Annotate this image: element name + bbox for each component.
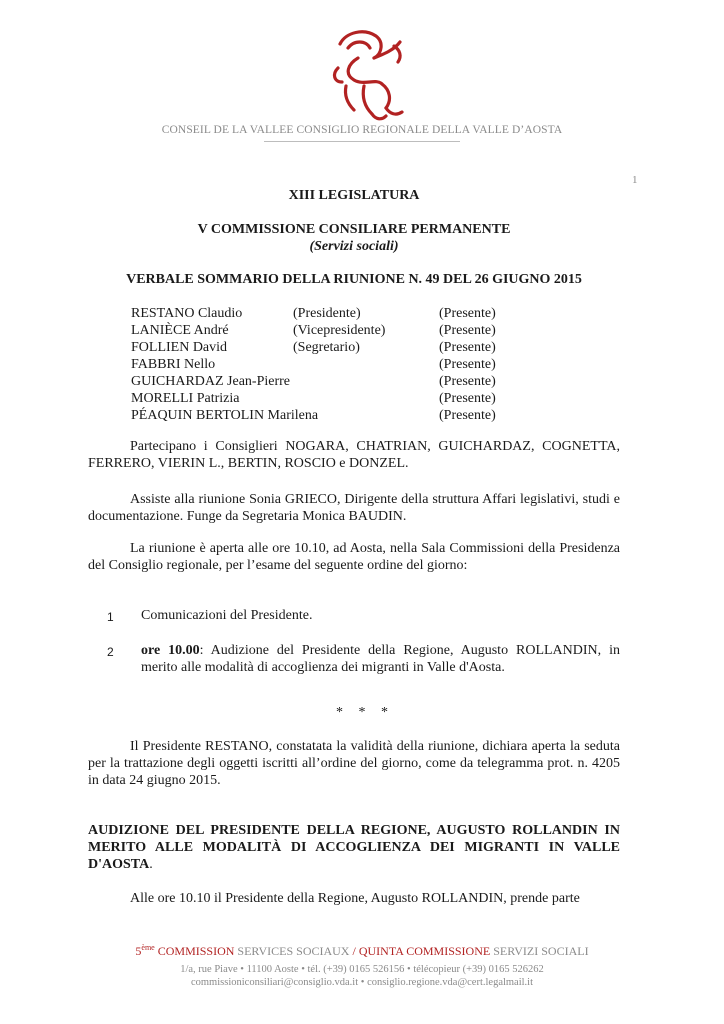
assistance-paragraph: Assiste alla riunione Sonia GRIECO, Dirigente della struttura Affari legislativi, studi e documentazione. Funge da Segretaria Monica BAUDIN. (88, 492, 620, 524)
attendee-status: (Presente) (439, 357, 496, 372)
agenda-item (141, 607, 620, 624)
attendee-name: LANIÈCE André (131, 323, 229, 338)
agenda-item-number: 2 (107, 645, 114, 659)
agenda-item-time: ore 10.00 (141, 643, 200, 658)
attendee-name: FOLLIEN David (131, 340, 228, 355)
footer-services-fr: SERVICES SOCIAUX (237, 944, 350, 958)
attendee-name: GUICHARDAZ Jean-Pierre (131, 374, 291, 389)
legislature-title: XIII LEGISLATURA (288, 188, 420, 203)
footer-sup: ème (141, 943, 155, 952)
footer-slash: / (349, 944, 359, 958)
commission-subtitle: (Servizi sociali) (309, 239, 399, 254)
footer-emails: commissioniconsiliari@consiglio.vda.it • consiglio.regione.vda@cert.legalmail.it (190, 977, 534, 988)
footer-services-it: SERVIZI SOCIALI (493, 944, 589, 958)
opening-paragraph: La riunione è aperta alle ore 10.10, ad Aosta, nella Sala Commissioni della Presidenza del Consiglio regionale, per l’esame del seguente ordine del giorno: (88, 541, 620, 573)
agenda-item (141, 642, 620, 676)
section-heading-period: . (149, 857, 153, 872)
lion-rampant-icon (318, 24, 408, 124)
participants-paragraph: Partecipano i Consiglieri NOGARA, CHATRIAN, GUICHARDAZ, COGNETTA, FERRERO, VIERIN L., BERTIN, ROSCIO e DONZEL. (88, 439, 620, 471)
agenda-item-text: Comunicazioni del Presidente. (141, 608, 313, 623)
section-heading-text: AUDIZIONE DEL PRESIDENTE DELLA REGIONE, AUGUSTO ROLLANDIN IN MERITO ALLE MODALITÀ DI ACCOGLIENZA DEI MIGRANTI IN VALLE D'AOSTA (88, 823, 620, 872)
section-heading (88, 822, 620, 873)
section-separator: * * * (336, 705, 388, 720)
attendee-status: (Presente) (439, 306, 496, 321)
attendee-role: (Segretario) (293, 340, 360, 355)
attendee-name: MORELLI Patrizia (131, 391, 240, 406)
attendee-status: (Presente) (439, 408, 496, 423)
page-number: 1 (632, 174, 638, 186)
validity-paragraph: Il Presidente RESTANO, constatata la validità della riunione, dichiara aperta la seduta per la trattazione degli oggetti iscritti all’ordine del giorno, come da telegramma prot. n. 4205 in data 24 giugno 2015. (88, 739, 620, 788)
attendee-status: (Presente) (439, 323, 496, 338)
attendee-status: (Presente) (439, 391, 496, 406)
attendee-name: PÉAQUIN BERTOLIN Marilena (131, 408, 319, 423)
report-title: VERBALE SOMMARIO DELLA RIUNIONE N. 49 DEL 26 GIUGNO 2015 (126, 272, 582, 287)
footer-commission-it: QUINTA COMMISSIONE (358, 944, 494, 958)
footer-commission-fr: COMMISSION (154, 944, 238, 958)
commission-title: V COMMISSIONE CONSILIARE PERMANENTE (197, 222, 511, 237)
agenda-item-number: 1 (107, 610, 114, 624)
footer-number: 5 (135, 944, 142, 958)
last-paragraph: Alle ore 10.10 il Presidente della Regione, Augusto ROLLANDIN, prende parte (130, 891, 580, 906)
attendee-status: (Presente) (439, 340, 496, 355)
attendee-role: (Vicepresidente) (293, 323, 386, 338)
attendee-name: FABBRI Nello (131, 357, 216, 372)
attendee-name: RESTANO Claudio (131, 306, 243, 321)
header-divider (264, 141, 460, 142)
footer-address: 1/a, rue Piave • 11100 Aoste • tél. (+39) 0165 526156 • télécopieur (+39) 0165 526262 (180, 964, 544, 975)
institution-header: CONSEIL DE LA VALLEE CONSIGLIO REGIONALE DELLA VALLE D’AOSTA (161, 124, 563, 136)
agenda-item-text: : Audizione del Presidente della Regione, Augusto ROLLANDIN, in merito alle modalità di accoglienza dei migranti in Valle d'Aosta. (141, 643, 620, 675)
footer-commission (0, 943, 724, 959)
attendee-status: (Presente) (439, 374, 496, 389)
attendee-role: (Presidente) (293, 306, 361, 321)
